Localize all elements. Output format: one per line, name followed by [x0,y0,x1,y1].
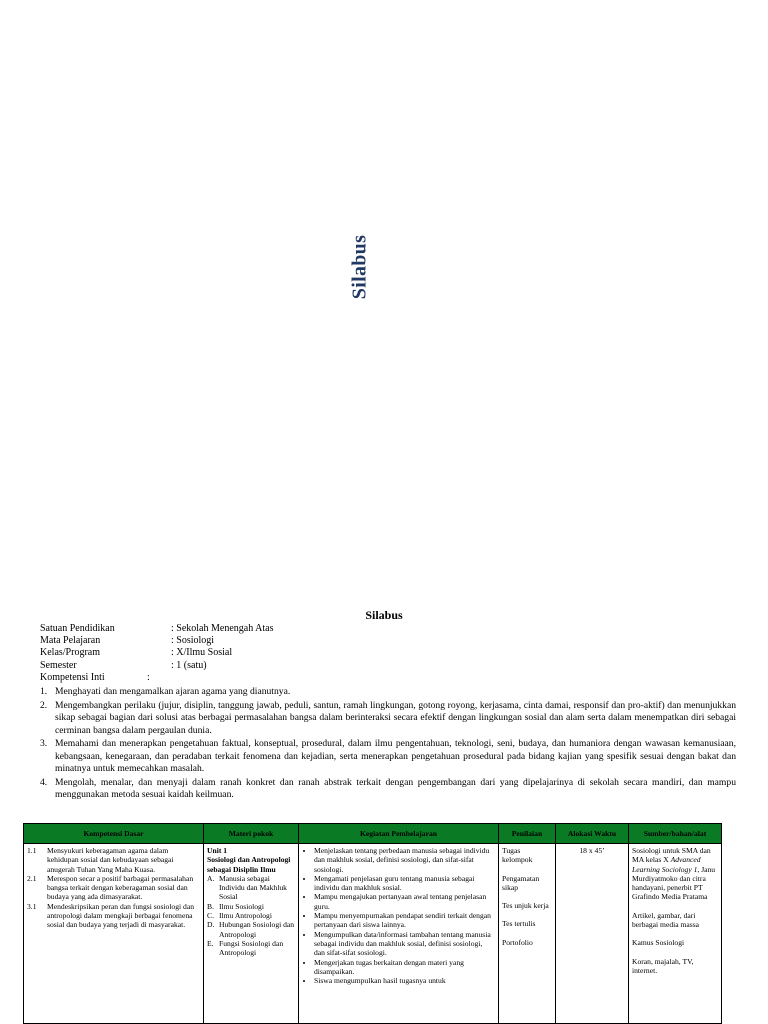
kd-text: Mensyukuri keberagaman agama dalam kehidupan sosial dan kebudayaan sebagai anugerah Tuhan Yang Maha Kuasa. [47,846,174,874]
cell-alokasi-waktu: 18 x 45’ [556,844,629,1024]
header-kompetensi-dasar: Kompetensi Dasar [24,824,204,844]
materi-letter: C. [207,911,214,921]
header-materi-pokok: Materi pokok [204,824,299,844]
table-row [24,844,722,1024]
materi-letter: D. [207,920,215,930]
ki-item [40,686,736,698]
document-title: Silabus [365,608,403,622]
meta-label: Kelas/Program [40,647,100,659]
ki-number: 2. [40,699,48,711]
syllabus-table [23,823,722,1024]
kd-item [27,874,200,902]
kd-item [27,846,200,874]
materi-letter: A. [207,873,215,883]
meta-label: Kompetensi Inti [40,671,105,683]
kd-text: Merespon secar a positif barbagai permasalahan bangsa terkait dengan keberagaman sosial dan budaya yang ada dimasyarakat. [47,873,194,902]
materi-text: Hubungan Sosiologi dan Antropologi [219,920,295,939]
materi-heading: Unit 1 [207,846,228,855]
sumber-item: Koran, majalah, TV, internet. [632,956,694,975]
ki-item [40,700,736,737]
meta-row-kelas [40,647,740,659]
penilaian-item: Portofolio [502,937,533,947]
meta-row-ki [40,672,740,684]
meta-value: : 1 (satu) [171,659,207,671]
ki-item [40,738,736,775]
kegiatan-item: • Menjelaskan tentang perbedaan manusia sebagai individu dan makhluk sosial, definisi sosiologi, dan sifat-sifat sosiologi. [314,846,495,874]
kd-number: 3.1 [27,901,37,911]
kegiatan-item: • Mengerjakan tugas berkaitan dengan materi yang disampaikan. [314,958,495,977]
identity-block [40,623,740,684]
kegiatan-list [302,846,495,985]
meta-row-satuan [40,623,740,635]
kegiatan-item: • Mampu menyempurnakan pendapat sendiri terkait dengan pertanyaan dari siswa lainnya. [314,911,495,930]
table-header-row [24,824,722,844]
ki-text: Mengolah, menalar, dan menyaji dalam ranah konkret dan ranah abstrak terkait dengan pengembangan dari yang dipelajarinya di sekolah secara mandiri, dan mampu menggunakan metoda sesuai kaidah keilmuan. [55,777,736,801]
sumber-book-suffix: , Janu Murdiyatmoko dan citra handayani, penerbit PT Grafindo Media Pratama [632,864,716,902]
materi-item [207,874,295,902]
ki-number: 1. [40,686,48,697]
meta-label: Satuan Pendidikan [40,623,115,634]
penilaian-item: Tes tertulis [502,919,536,929]
header-sumber: Sumber/bahan/alat [629,824,722,844]
ki-number: 4. [40,777,48,789]
materi-letter: B. [207,901,214,911]
cell-kompetensi-dasar [24,844,204,1024]
kd-item [27,902,200,930]
penilaian-item: Pengamatan sikap [502,873,540,892]
meta-row-mapel [40,635,740,647]
sumber-book-title: Advanced Learning Sociology 1 [632,855,701,874]
materi-item [207,902,295,911]
meta-value: : X/Ilmu Sosial [171,647,233,659]
materi-text: Ilmu Antropologi [219,911,272,921]
penilaian-item: Tugas kelompok [502,846,533,865]
ki-item [40,777,736,802]
ki-number: 3. [40,738,48,750]
sumber-book-prefix: Sosiologi untuk SMA dan MA kelas X [632,846,711,865]
sumber-item: Kamus Sosiologi [632,938,685,948]
header-alokasi-waktu: Alokasi Waktu [556,824,629,844]
kd-number: 2.1 [27,873,37,883]
header-kegiatan: Kegiatan Pembelajaran [299,824,499,844]
kegiatan-item: • Mengumpulkan data/informasi tambahan tentang manusia sebagai individu dan makhluk sosial, definisi sosiologi, dan sifat-sifat sosiologi. [314,930,495,958]
kegiatan-item: • Siswa mengumpulkan hasil tugasnya untuk [314,976,495,985]
ki-text: Memahami dan menerapkan pengetahuan faktual, konseptual, prosedural, dalam ilmu pengentahuan, teknologi, seni, budaya, dan humaniora dengan wawasan kemanusiaan, kebangsaan, kenegaraan, dan peradaban terkait fenomena dan kejadian, serta menerapkan pengetahuan prosedural pada bidang kajian yang spesifik sesuai dengan bakat dan minatnya untuk memecahkan masalah. [55,738,736,775]
cover-title [340,222,380,312]
materi-text: Manusia sebagai Individu dan Makhluk Sosial [219,873,287,902]
cell-kegiatan [299,844,499,1024]
materi-text: Fungsi Sosiologi dan Antropologi [219,938,284,958]
kegiatan-item: • Mengamati penjelasan guru tentang manusia sebagai individu dan makhluk sosial. [314,874,495,893]
cell-penilaian [499,844,556,1024]
materi-item [207,939,295,958]
meta-value: : Sekolah Menengah Atas [171,623,274,634]
meta-value: : [147,671,150,683]
meta-label: Semester [40,659,77,671]
cover-title-text: Silabus [348,234,371,300]
kegiatan-item: • Mampu mengajukan pertanyaan awal tentang penjelasan guru. [314,892,495,911]
sumber-book [632,846,718,902]
kompetensi-inti-list [40,686,736,803]
materi-item [207,920,295,939]
meta-value: : Sosiologi [171,635,215,647]
ki-text: Menghayati dan mengamalkan ajaran agama yang dianutnya. [55,686,291,697]
sumber-item: Artikel, gambar, dari berbagai media massa [632,910,700,930]
ki-text: Mengembangkan perilaku (jujur, disiplin, tanggung jawab, peduli, santun, ramah lingkungan, gotong royong, kerjasama, cinta damai, responsif dan pro-aktif) dan menunjukkan sikap sebagai bagian dari solusi atas berbagai permasalahan bangsa dalam berinteraksi secara efektif dengan lingkungan sosial dan alam serta dalam menempatkan diri sebagai cerminan bangsa dalam pergaulan dunia. [55,699,736,736]
meta-label: Mata Pelajaran [40,635,101,647]
materi-subheading: Sosiologi dan Antropologi sebagai Disiplin Ilmu [207,855,291,874]
header-penilaian: Penilaian [499,824,556,844]
kd-text: Mendeskripsikan peran dan fungsi sosiologi dan antropologi dalam mengkaji berbagai fenomena sosial dan budaya yang terjadi di masyarakat. [47,901,194,930]
kd-number: 1.1 [27,846,37,855]
meta-row-semester [40,660,740,672]
cell-sumber [629,844,722,1024]
materi-item [207,911,295,920]
penilaian-item: Tes unjuk kerja [502,901,549,911]
cell-materi-pokok [204,844,299,1024]
materi-letter: E. [207,938,214,948]
materi-text: Ilmu Sosiologi [219,901,264,911]
